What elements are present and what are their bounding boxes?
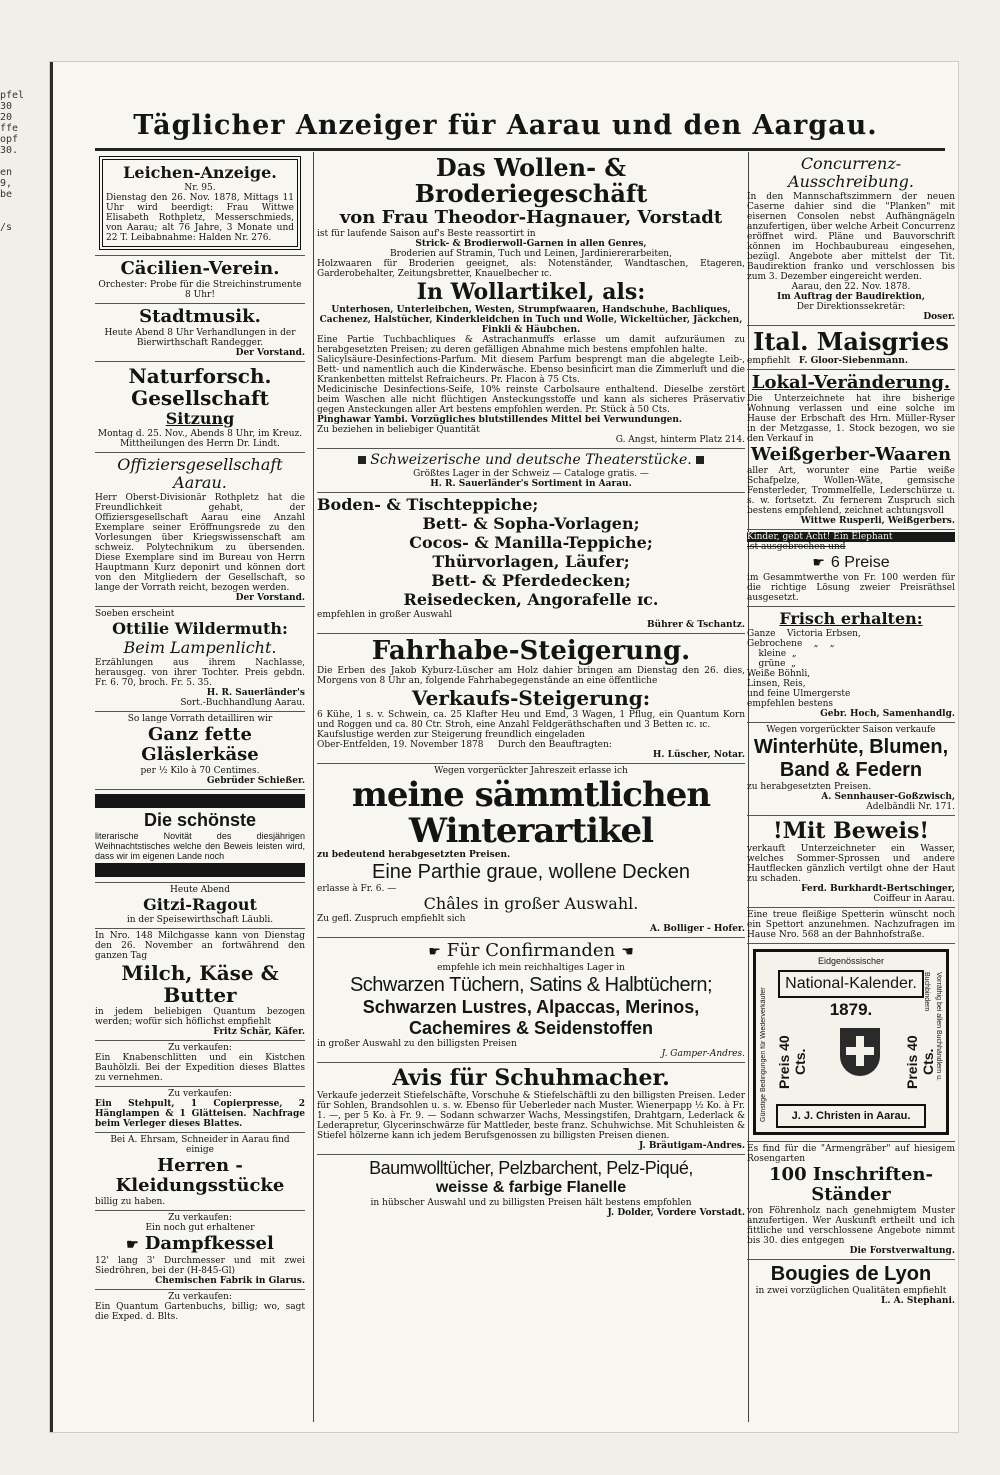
armen-title: 100 Inschriften-Ständer (769, 1164, 933, 1205)
ad-confirmanden (317, 938, 745, 1063)
verk1-pre: Zu verkaufen: (168, 1043, 232, 1053)
verk3-text: Ein Quantum Gartenbuchs, billig; wo, sagt die Exped. d. Blts. (95, 1302, 305, 1322)
ad-lokal (747, 370, 955, 530)
frisch-row: grüne „ (747, 659, 796, 669)
lokal-text: Die Unterzeichnete hat ihre bisherige Wohnung verlassen und eine solche im Hause der Erbschaft des Hrn. Müller-Ryser in der Metzgasse, 1. Stock bezogen, wo sie den Verkauf in (747, 394, 955, 444)
ad-dampfkessel (95, 1211, 305, 1290)
naturf-title: Naturforsch. Gesellschaft (128, 364, 272, 410)
ad-concurrenz (747, 152, 955, 326)
wollen-l3: Holzwaaren für Broderien geeignet, als: Notenständer, Wandtaschen, Etageren, Garderobehalter, Zeitungsbretter, Knauelbecher ɪc. (317, 259, 745, 279)
square-ornament-icon (696, 456, 704, 464)
winter-sig: A. Bolliger - Hofer. (649, 924, 745, 934)
ad-naturforsch (95, 362, 305, 453)
ad-winterartikel (317, 764, 745, 938)
naturf-sub: Sitzung (165, 409, 235, 428)
baumw-sig: J. Dolder, Vordere Vorstadt. (607, 1208, 745, 1218)
ottilie-sub: Beim Lampenlicht. (123, 638, 277, 657)
kinder-big: 6 Preise (830, 554, 890, 571)
ad-theater (317, 449, 745, 493)
ottilie-sig2: Sort.-Buchhandlung Aarau. (180, 698, 305, 708)
spetterin-text: Eine treue fleißige Spetterin wünscht noch ein Spettort anzunehmen. Nachzufragen im Hause Nro. 568 an der Bahnhofstraße. (747, 910, 955, 940)
wollen-l9: Zu beziehen in beliebiger Quantität (317, 425, 480, 435)
ad-glaesler (95, 712, 305, 790)
lokal-title: Lokal-Veränderung. (751, 372, 951, 393)
confirm-sig: J. Gamper-Andres. (661, 1049, 745, 1059)
ad-bougies (747, 1260, 955, 1309)
square-ornament-icon (358, 456, 366, 464)
avis-title: Avis für Schuhmacher. (392, 1065, 670, 1091)
masthead-rule (95, 148, 945, 151)
edge-fragment: /s (0, 222, 13, 233)
ad-caecilien (95, 256, 305, 304)
black-bar (95, 794, 305, 808)
verk1-text: Ein Knabenschlitten und ein Kistchen Bauhölzli. Bei der Expedition dieses Blattes zu vernehmen. (95, 1053, 305, 1083)
ad-offiziers (95, 453, 305, 607)
winter-l1: Eine Parthie graue, wollene Decken (372, 861, 690, 883)
verk2-pre: Zu verkaufen: (168, 1089, 232, 1099)
boden-l5: Bett- & Pferdedecken; (431, 571, 631, 590)
winterh-l1: Winterhüte, Blumen, (753, 736, 949, 758)
fahrhabe-place: Ober-Entfelden, 19. November 1878 (317, 740, 484, 750)
column-left (95, 152, 305, 1422)
kal-price-left: Preis 40 Cts. (776, 1035, 808, 1089)
winter-title: meine sämmtlichen Winterartikel (351, 775, 711, 851)
kal-title: National-Kalender. (778, 970, 924, 998)
frisch-list (747, 629, 955, 709)
frisch-row: Ganze Victoria Erbsen, (747, 629, 861, 639)
baumw-text: in hübscher Auswahl und zu billigsten Preisen hält bestens empfohlen (370, 1198, 692, 1208)
fahrhabe-sub: Verkaufs-Steigerung: (411, 686, 651, 710)
herren-text: billig zu haben. (95, 1197, 166, 1207)
confirm-text: empfehle ich mein reichhaltiges Lager in (437, 963, 625, 973)
ad-kinder (747, 530, 955, 607)
beweis-sig2: Coiffeur in Aarau. (873, 894, 955, 904)
ad-schoenste (95, 790, 305, 883)
ad-herren (95, 1133, 305, 1211)
masthead: Täglicher Anzeiger für Aarau und den Aargau. (133, 110, 878, 141)
armen-text: Es find für die "Armengräber" auf hiesigem Rosengarten (747, 1144, 955, 1164)
ad-spetterin (747, 908, 955, 944)
boden-l1: Boden- & Tischteppiche; (317, 495, 539, 514)
ad-stadtmusik (95, 304, 305, 362)
ottilie-pre: Soeben erscheint (95, 609, 175, 619)
winterh-sig: A. Sennhauser-Goßzwisch, (821, 792, 955, 802)
milch-title: Milch, Käse & Butter (121, 961, 279, 1007)
confirm-l2: Schwarzen Lustres, Alpaccas, Merinos, (362, 997, 700, 1017)
black-bar (95, 863, 305, 877)
winter-pre: Wegen vorgerückter Jahreszeit erlasse ich (434, 766, 628, 776)
kal-year: 1879. (829, 1000, 873, 1019)
edge-fragment: en (0, 167, 13, 178)
ad-verkaufen-2 (95, 1087, 305, 1133)
edge-fragment: 20 (0, 112, 13, 123)
page-edge-fragments (0, 90, 46, 233)
ottilie-sig1: H. R. Sauerländer's (206, 688, 305, 698)
kalender-box (753, 949, 949, 1135)
kal-publisher: J. J. Christen in Aarau. (776, 1104, 926, 1128)
concurr-title: Concurrenz-Ausschreibung. (788, 154, 914, 191)
ad-verkaufen-3 (95, 1290, 305, 1325)
armen-sig: Die Forstverwaltung. (849, 1246, 955, 1256)
boden-l2: Bett- & Sopha-Vorlagen; (422, 514, 640, 533)
mais-title: Ital. Maisgries (753, 327, 949, 356)
frisch-sig: Gebr. Hoch, Samenhandlg. (820, 709, 955, 719)
ad-wollen (317, 152, 745, 449)
verk2-text: Ein Stehpult, 1 Copierpresse, 2 Hänglampen & 1 Glätteisen. Nachfrage beim Verleger dieses Blattes. (95, 1099, 305, 1129)
milch-pre: In Nro. 148 Milchgasse kann von Dienstag den 26. November an fortwährend den ganzen Tag (95, 931, 305, 961)
winter-l4: Zu gefl. Zuspruch empfiehlt sich (317, 914, 466, 924)
concurr-sig: Doser. (923, 312, 955, 322)
kinder-l2: ist ausgebrochen und (747, 542, 846, 552)
ad-avis (317, 1063, 745, 1155)
leichen-text: Dienstag den 26. Nov. 1878, Mittags 11 Uhr wird beerdigt: Frau Wittwe Elisabeth Rothpletz, Messerschmieds, von Aarau; alt 76 Jahre, 3 Monate und 22 T. Leibabnahme: Halden Nr. 276. (106, 193, 294, 243)
newspaper-page (50, 62, 958, 1432)
boden-text: empfehlen in großer Auswahl (317, 610, 453, 620)
fahrhabe-text3: Kaufslustige werden zur Steigerung freundlich eingeladen (317, 730, 585, 740)
schoenste-text: literarische Novität des diesjährigen Weihnachtstisches welche den Beweis leisten wird, dass wir im eigenen Lande noch (95, 831, 305, 861)
confirm-l4: in großer Auswahl zu den billigsten Preisen (317, 1039, 517, 1049)
wollen-sub: von Frau Theodor-Hagnauer, Vorstadt (339, 207, 723, 228)
kal-top: Eidgenössischer (817, 956, 885, 966)
offiz-title: Offiziersgesellschaft Aarau. (117, 455, 283, 492)
baumw-l1: Baumwolltücher, Pelzbarchent, Pelz-Piqué, (369, 1158, 693, 1178)
pointing-hand-icon: ☚ (621, 944, 634, 960)
milch-text: in jedem beliebigen Quantum bezogen werden; wofür sich höflichst empfiehlt (95, 1007, 305, 1027)
ad-teppiche (317, 493, 745, 634)
ad-armengraeber (747, 1142, 955, 1260)
winterh-sig2: Adelbändli Nr. 171. (866, 802, 955, 812)
edge-fragment (0, 200, 46, 211)
fahrhabe-text2: 6 Kühe, 1 s. v. Schwein, ca. 25 Klafter Heu und Emd, 3 Wagen, 1 Pflug, ein Quantum Korn und Roggen und ca. 80 Ctr. Stroh, eine Anzahl Feldgeräthschaften und 3 Betten ɪc. ɪc. (317, 710, 745, 730)
edge-fragment: 9, (0, 178, 13, 189)
lokal-title2: Weißgerber-Waaren (750, 444, 952, 465)
edge-fragment (0, 211, 46, 222)
concurr-by: Im Auftrag der Baudirektion, (777, 292, 925, 302)
ad-verkaufen-1 (95, 1041, 305, 1087)
glaes-text: per ½ Kilo à 70 Centimes. (140, 766, 260, 776)
wollen-l7: Medicinische Desinfections-Seife, 10% reinste Carbolsaure enthaltend. Dieselbe zerstört beim Waschen alle nicht flüchtigen Ansteckungsstoffe und kann als sicheres Präservativ gegen Ansteckungen aller Art bestens empfohlen werden. Pr. Stück à 50 Cts. (317, 385, 745, 415)
winter-l3: Châles in großer Auswahl. (423, 894, 639, 913)
gitzi-text: in der Speisewirthschaft Läubli. (126, 915, 274, 925)
ad-milch (95, 929, 305, 1041)
offiz-text: Herr Oberst-Divisionär Rothpletz hat die Freundlichkeit gehabt, der Offiziersgesellschaft Aarau eine Anzahl Exemplare seiner Eröffnungsrede zu den Vorlesungen über Kriegswissenschaft am schweiz. Polytechnikum zu übersenden. Diese Exemplare sind im Bureau von Herrn Hauptmann Kurz deponirt und können dort von den Mitgliedern der Gesellschaft, so lange der Vorrath reicht, bezogen werden. (95, 493, 305, 593)
leichen-title: Leichen-Anzeige. (123, 163, 277, 182)
frisch-row: empfehlen bestens (747, 699, 834, 709)
ad-beweis (747, 816, 955, 908)
mais-text: empfiehlt (747, 356, 791, 366)
winter-l2: erlasse à Fr. 6. — (317, 884, 397, 894)
dampf-sig: Chemischen Fabrik in Glarus. (155, 1276, 305, 1286)
edge-fragment: 30 (0, 101, 13, 112)
glaes-title: Ganz fette Gläslerkäse (141, 724, 259, 765)
fahrhabe-by: Durch den Beauftragten: (497, 740, 612, 750)
herren-title: Herren - Kleidungsstücke (115, 1155, 285, 1196)
theater-sig: H. R. Sauerländer's Sortiment in Aarau. (430, 479, 632, 489)
ad-fahrhabe (317, 634, 745, 764)
stadtmusik-text: Heute Abend 8 Uhr Verhandlungen in der Bierwirthschaft Randegger. (104, 328, 296, 348)
pointing-hand-icon: ☛ (812, 554, 825, 570)
winterh-l2: Band & Federn (779, 759, 923, 781)
winter-sub: zu bedeutend herabgesetzten Preisen. (317, 850, 511, 860)
milch-sig: Fritz Schär, Käfer. (213, 1027, 305, 1037)
wollen-l4: Unterhosen, Unterleibchen, Westen, Strumpfwaaren, Handschuhe, Bachliques, Cachenez, Halstücher, Kinderkleidchen in Tuch und Wolle, Wickeltücher, Jäckchen, Finkli & Häubchen. (319, 305, 743, 335)
ad-leichen (95, 152, 305, 256)
ad-kalender (747, 944, 955, 1142)
boden-sig: Bührer & Tschantz. (646, 620, 745, 630)
concurr-place: Aarau, den 22. Nov. 1878. (791, 282, 911, 292)
concurr-by2: Der Direktionssekretär: (796, 302, 906, 312)
ad-frisch (747, 607, 955, 723)
ad-baumwoll (317, 1155, 745, 1221)
offiz-sig: Der Vorstand. (235, 593, 305, 603)
winterh-text: zu herabgesetzten Preisen. (747, 782, 872, 792)
avis-sig: J. Bräutigam-Andres. (639, 1141, 745, 1151)
ottilie-text: Erzählungen aus ihrem Nachlasse, herausgeg. von ihrer Tochter. Preis gebdn. Fr. 6. 70, broch. Fr. 5. 35. (95, 658, 305, 688)
caecilien-text: Orchester: Probe für die Streichinstrumente 8 Uhr! (98, 280, 302, 300)
lokal-text2: aller Art, worunter eine Partie weiße Schafpelze, Wollen-Wäte, gemsische Fensterleder, Trommelfelle, Lederschürze u. s. w. fortsetzt. Zu fernerem Zuspruch sich bestens empfehlend, zeichnet achtungsvoll (747, 466, 955, 516)
wollen-l8: Pinghawar Yambi. Vorzügliches blutstillendes Mittel bei Verwundungen. (317, 415, 683, 425)
wollen-text1: ist für laufende Saison auf's Beste reassortirt in (317, 229, 536, 239)
pointing-hand-icon: ☛ (126, 1237, 139, 1253)
bougies-sig: L. A. Stephani. (881, 1296, 955, 1306)
kal-side-left: Günstige Bedingungen für Wiederverkäufer (760, 987, 767, 1122)
frisch-title: Frisch erhalten: (779, 609, 923, 628)
armen-text2: von Föhrenholz nach genehmigtem Muster anzufertigen. Wer Auskunft ertheilt und ich fittliche und verschlossene Angebote nimmt bis 30. dies entgegen (747, 1206, 955, 1246)
kal-price-right: Preis 40 Cts. (904, 1035, 936, 1089)
ad-winterhuete (747, 723, 955, 816)
dampf-title: Dampfkessel (144, 1233, 274, 1254)
gitzi-title: Gitzi-Ragout (143, 895, 257, 914)
edge-fragment: opf (0, 134, 19, 145)
glaes-pre: So lange Vorrath detailliren wir (127, 714, 273, 724)
theater-text: Größtes Lager in der Schweiz — Cataloge gratis. — (413, 469, 649, 479)
gitzi-pre: Heute Abend (170, 885, 230, 895)
stadtmusik-title: Stadtmusik. (139, 306, 261, 327)
dampf-pre2: Ein noch gut erhaltener (145, 1223, 255, 1233)
beweis-sig: Ferd. Burkhardt-Bertschinger, (801, 884, 955, 894)
verk3-pre: Zu verkaufen: (168, 1292, 232, 1302)
wollen-l6: Salicylsäure-Desinfections-Parfum. Mit diesem Parfum besprengt man die abgelegte Leib-, Bett- und namentlich auch die Kinderwäsche. Ebenso besinficirt man die Zimmerluft und die Krankenbetten mittelst Refraicheurs. Pr. Flacon à 75 Cts. (317, 355, 745, 385)
dampf-pre: Zu verkaufen: (168, 1213, 232, 1223)
beweis-title: !Mit Beweis! (772, 818, 930, 844)
bougies-text: in zwei vorzüglichen Qualitäten empfiehlt (755, 1286, 947, 1296)
fahrhabe-title: Fahrhabe-Steigerung. (371, 636, 691, 666)
kal-side-right: Vorräthig bei allen Buchhändlern u. Buchbindern (923, 972, 942, 1081)
boden-l3: Cocos- & Manilla-Teppiche; (409, 533, 653, 552)
herren-pre: Bei A. Ehrsam, Schneider in Aarau find einige (110, 1135, 290, 1155)
wollen-sub2: In Wollartikel, als: (416, 279, 646, 305)
mais-sig: F. Gloor-Siebenmann. (798, 356, 908, 366)
winterh-pre: Wegen vorgerückter Saison verkaufe (766, 725, 936, 735)
edge-fragment: 30. (0, 145, 19, 156)
fahrhabe-sig: H. Lüscher, Notar. (652, 750, 745, 760)
wollen-sig: G. Angst, hinterm Platz 214. (615, 435, 745, 445)
column-middle (313, 152, 749, 1422)
kinder-text: im Gesammtwerthe von Fr. 100 werden für die richtige Lösung zweier Preisräthsel ausgesetzt. (747, 573, 955, 603)
schoenste-title: Die schönste (143, 810, 257, 830)
kinder-l1: Kinder, gebt Acht! Ein Elephant (747, 532, 955, 542)
pointing-hand-icon: ☛ (428, 944, 441, 960)
wollen-l2: Broderien auf Stramin, Tuch und Leinen, Jardiniererarbeiten, (390, 249, 672, 259)
confirm-l1: Schwarzen Tüchern, Satins & Halbtüchern; (349, 974, 713, 996)
stadtmusik-sig: Der Vorstand. (235, 348, 305, 358)
swiss-cross-icon (840, 1028, 880, 1076)
edge-fragment: pfel (0, 90, 25, 101)
avis-text: Verkaufe jederzeit Stiefelschäfte, Vorschuhe & Stiefelschäftli zu den billigsten Preisen. Leder für Sohlen, Brandsohlen u. s. w. Ebenso für Ueberleder nach Muster. Wienerpapp ½ Ko. à Fr. 1. —, per 5 Ko. à Fr. 9. — Sodann schwarzer Wachs, Messingstifen, Drahtgarn, Lederlack & Lederapretur, Glycerinschwärze für Mattleder, beste franz. Schuhwichse. Mit Schuhleisten & Stiefel hölzerne kann ich jedem Berufsgenossen zu billigsten Preisen dienen. (317, 1091, 745, 1141)
bougies-title: Bougies de Lyon (770, 1263, 932, 1285)
wollen-l1: Strick- & Brodierwoll-Garnen in allen Genres, (415, 239, 647, 249)
concurr-text: In den Mannschaftszimmern der neuen Caserne dahier sind die "Planken" mit eisernen Consolen nebst Aufhängnägeln anzufertigen, über welche Arbeit Concurrenz eröffnet wird. Pläne und Bauvorschrift können im Hochbaubureau eingesehen, bezügl. Angebote aber mittelst der Tit. Baudirektion franko und verschlossen bis zum 3. Dezember eingereicht werden. (747, 192, 955, 282)
fahrhabe-text1: Die Erben des Jakob Kyburz-Lüscher am Holz dahier bringen am Dienstag den 26. dies, Morgens von 8 Uhr an, folgende Fahrhabegegenstände an eine öffentliche (317, 666, 745, 686)
wollen-title: Das Wollen- & Broderiegeschäft (414, 153, 648, 208)
boden-l6: Reisedecken, Angorafelle ɪc. (403, 590, 659, 609)
frisch-row: Linsen, Reis, (747, 679, 806, 689)
ottilie-title: Ottilie Wildermuth: (112, 619, 288, 638)
ad-maisgries (747, 326, 955, 370)
naturf-text: Montag d. 25. Nov., Abends 8 Uhr, im Kreuz. Mittheilungen des Herrn Dr. Lindt. (97, 429, 303, 449)
beweis-text: verkauft Unterzeichneter ein Wasser, welches Sommer-Sprossen und andere Hautflecken gänzlich vertilgt ohne der Haut zu schaden. (747, 844, 955, 884)
confirm-title: Für Confirmanden (446, 940, 616, 961)
wollen-l5: Eine Partie Tuchbachliques & Astrachanmuffs erlasse um damit aufzuräumen zu herabgesetzten Preisen; zu deren gefälligen Abnahme mich bestens empfohlen halte. (317, 335, 745, 355)
frisch-row: Weiße Böhnli, (747, 669, 811, 679)
edge-fragment: ffe (0, 123, 19, 134)
edge-fragment: be (0, 189, 13, 200)
lokal-sig: Wittwe Rusperli, Weißgerbers. (800, 516, 955, 526)
boden-l4: Thürvorlagen, Läufer; (432, 552, 630, 571)
edge-fragment (0, 156, 46, 167)
caecilien-title: Cäcilien-Verein. (120, 258, 280, 279)
column-right (747, 152, 955, 1422)
frisch-row: kleine „ (747, 649, 797, 659)
baumw-l2: weisse & farbige Flanelle (435, 1179, 627, 1196)
frisch-row: Gebrochene „ „ (747, 639, 835, 649)
dampf-text: 12' lang 3' Durchmesser und mit zwei Siedröhren, bei der (H-845-Gl) (95, 1256, 305, 1276)
confirm-l3: Cachemires & Seidenstoffen (408, 1018, 654, 1038)
theater-title: Schweizerische und deutsche Theaterstücke. (370, 452, 692, 468)
leichen-nr: Nr. 95. (184, 183, 216, 193)
glaes-sig: Gebrüder Schießer. (206, 776, 305, 786)
ad-ottilie (95, 607, 305, 712)
frisch-row: und feine Ulmergerste (747, 689, 851, 699)
ad-gitzi (95, 883, 305, 929)
